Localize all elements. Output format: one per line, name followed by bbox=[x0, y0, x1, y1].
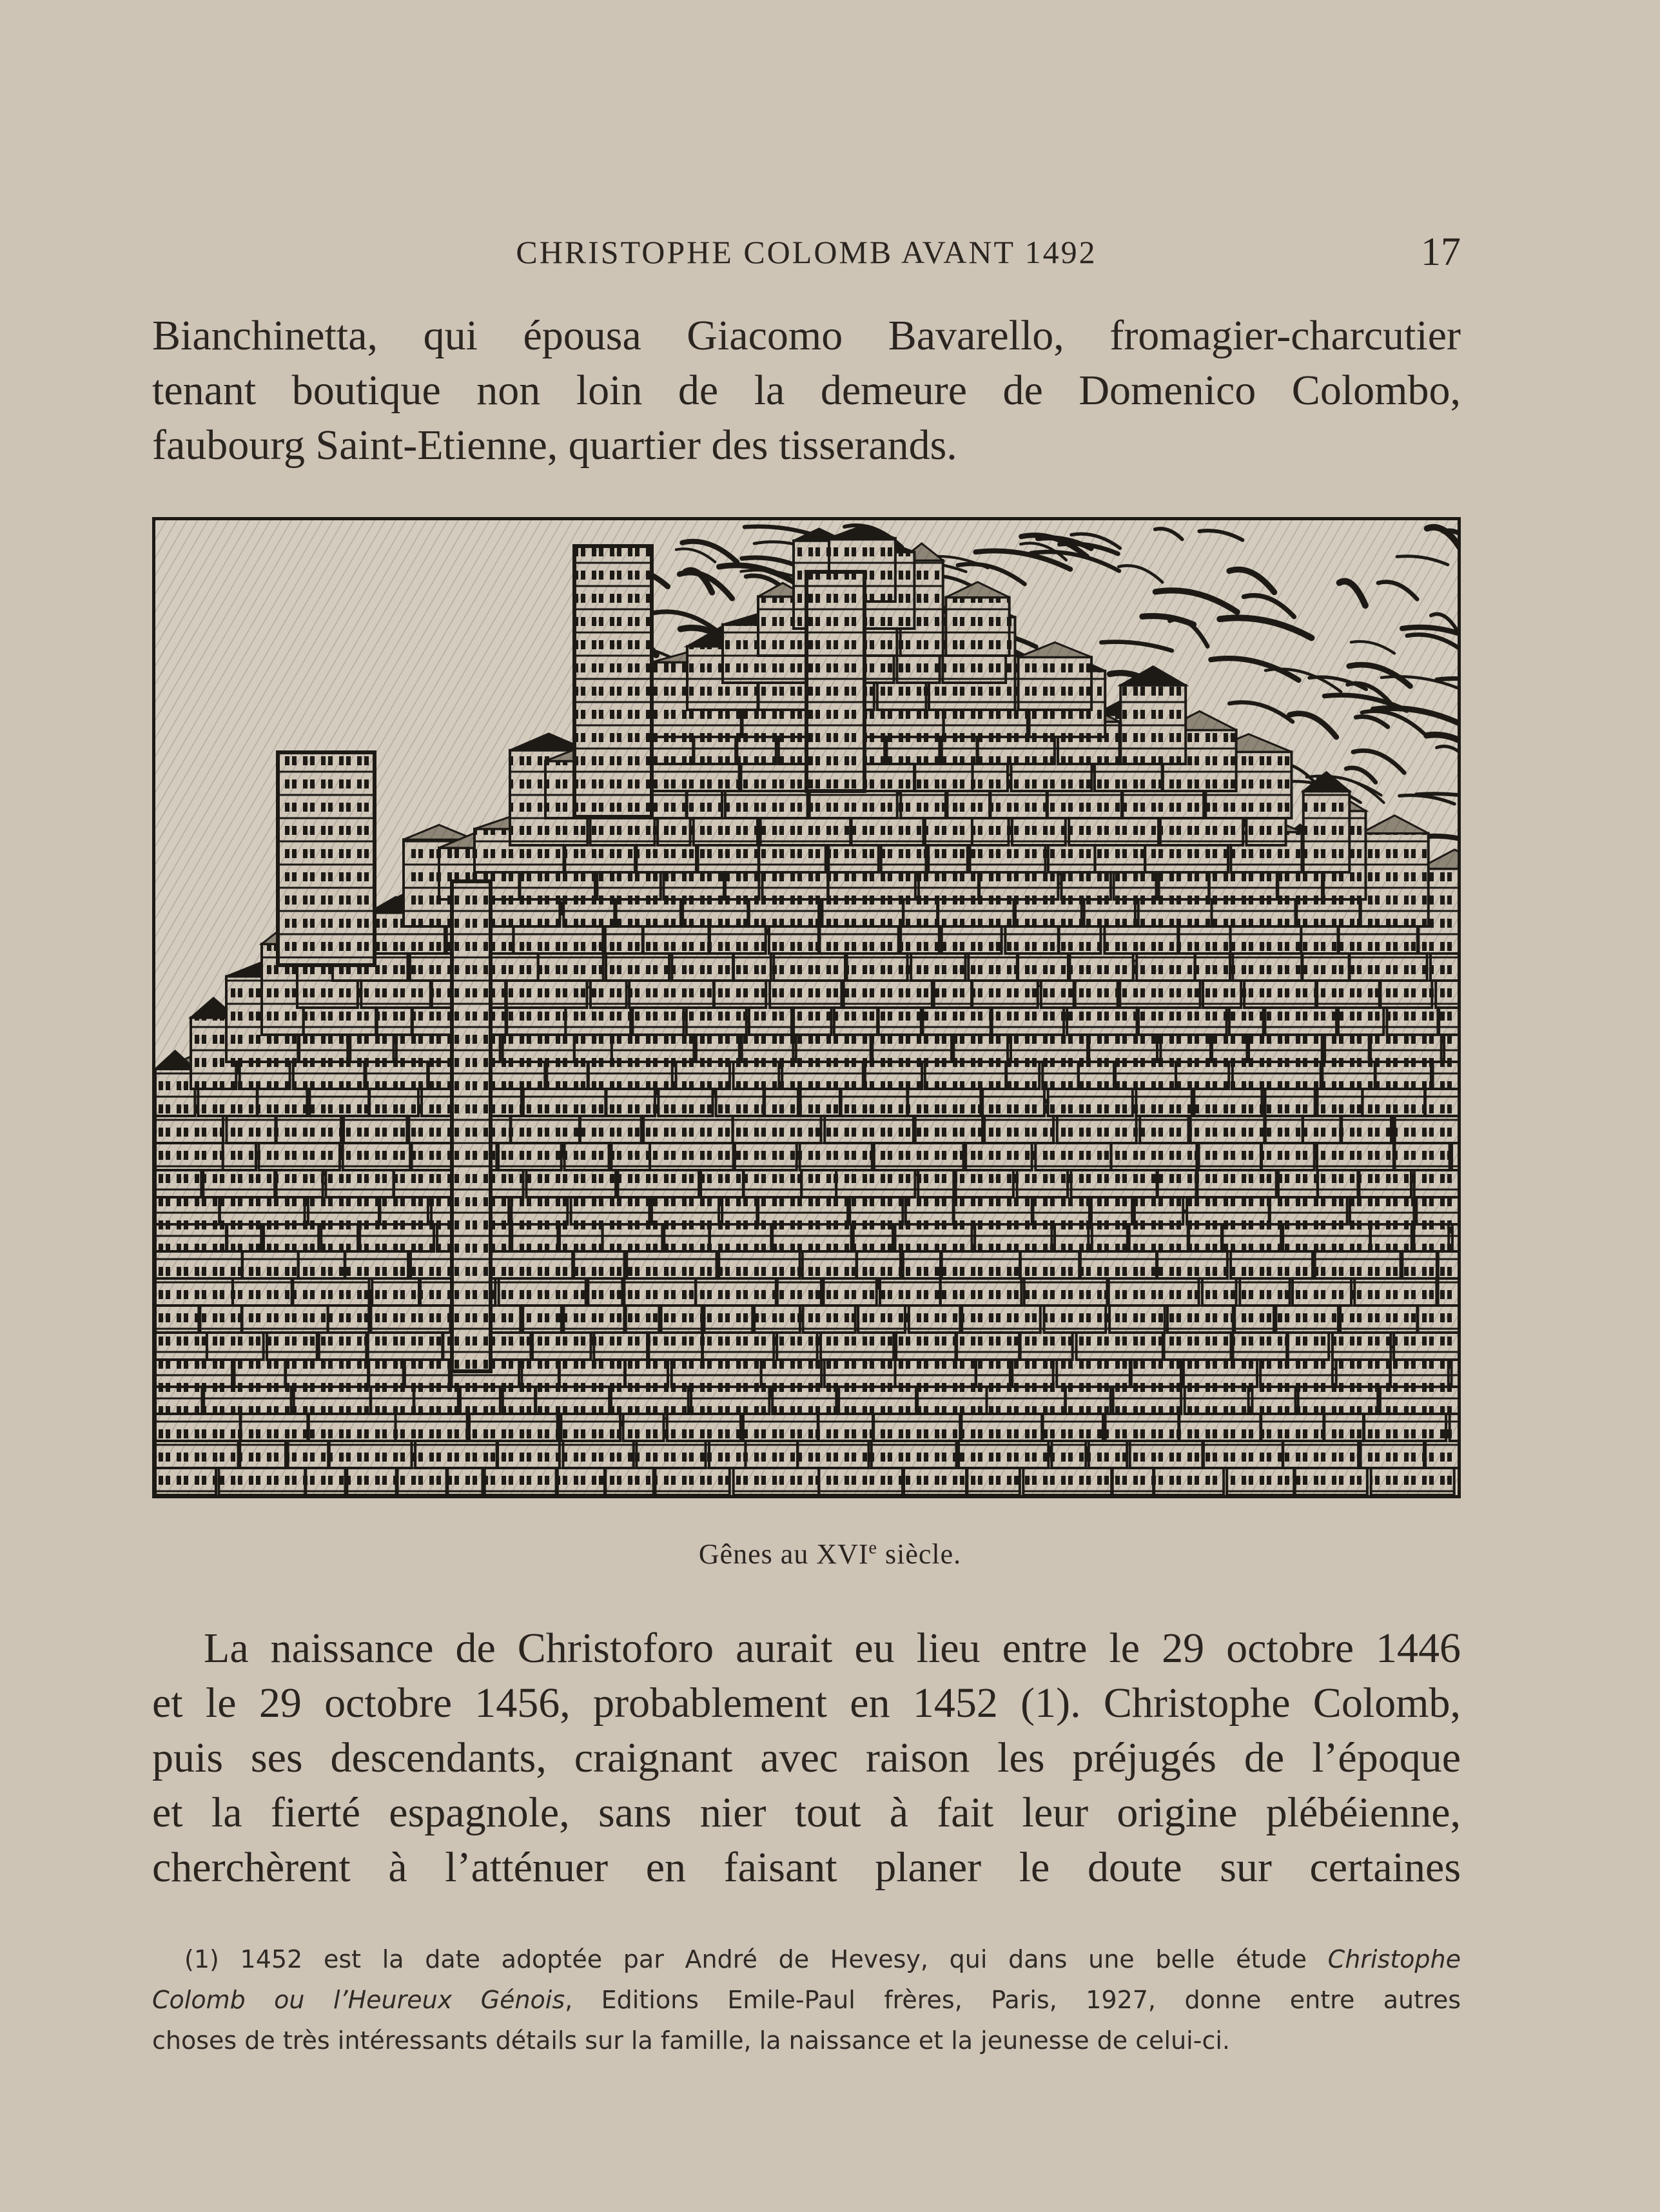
footnote-book-title: Colomb ou l’Heureux Génois bbox=[152, 1986, 565, 2014]
paragraph-2 bbox=[152, 1621, 1461, 1895]
paragraph-line: faubourg Saint-Etienne, quartier des tisserands. bbox=[152, 422, 957, 469]
footnote-line bbox=[152, 1939, 1461, 1980]
paragraph-line: La naissance de Christoforo aurait eu lieu entre le 29 octobre 1446 bbox=[204, 1625, 1461, 1672]
paragraph-line: cherchèrent à l’atténuer en faisant planer le doute sur certaines bbox=[152, 1844, 1461, 1891]
engraving-illustration bbox=[155, 520, 1458, 1495]
footnote bbox=[152, 1939, 1461, 2061]
paragraph-line: tenant boutique non loin de la demeure de Domenico Colombo, bbox=[152, 367, 1461, 414]
footnote-book-title: Christophe bbox=[1327, 1945, 1461, 1973]
caption-superscript: e bbox=[868, 1538, 877, 1558]
paragraph-1 bbox=[152, 308, 1461, 473]
paragraph-line: et le 29 octobre 1456, probablement en 1452 (1). Christophe Colomb, bbox=[152, 1679, 1461, 1727]
caption-tail: siècle. bbox=[877, 1538, 962, 1570]
footnote-line bbox=[152, 1980, 1461, 2021]
engraving-genoa bbox=[152, 517, 1461, 1498]
page-number: 17 bbox=[1421, 230, 1461, 274]
running-head bbox=[152, 226, 1461, 277]
paragraph-line: et la fierté espagnole, sans nier tout à fait leur origine plébéienne, bbox=[152, 1789, 1461, 1836]
footnote-text: 1452 est la date adoptée par André de Hevesy, qui dans une belle étude bbox=[240, 1945, 1328, 1973]
footnote-marker: (1) bbox=[184, 1945, 219, 1973]
figure-caption bbox=[0, 1538, 1660, 1571]
paragraph-line: puis ses descendants, craignant avec raison les préjugés de l’époque bbox=[152, 1734, 1461, 1781]
paragraph-line: Bianchinetta, qui épousa Giacomo Bavarello, fromagier-charcutier bbox=[152, 312, 1461, 359]
caption-text: Gênes au XVI bbox=[698, 1538, 869, 1570]
footnote-line: choses de très intéressants détails sur la famille, la naissance et la jeunesse de celui-ci. bbox=[152, 2026, 1230, 2055]
running-title: CHRISTOPHE COLOMB AVANT 1492 bbox=[516, 234, 1097, 270]
footnote-text: , Editions Emile-Paul frères, Paris, 1927, donne entre autres bbox=[565, 1986, 1461, 2014]
